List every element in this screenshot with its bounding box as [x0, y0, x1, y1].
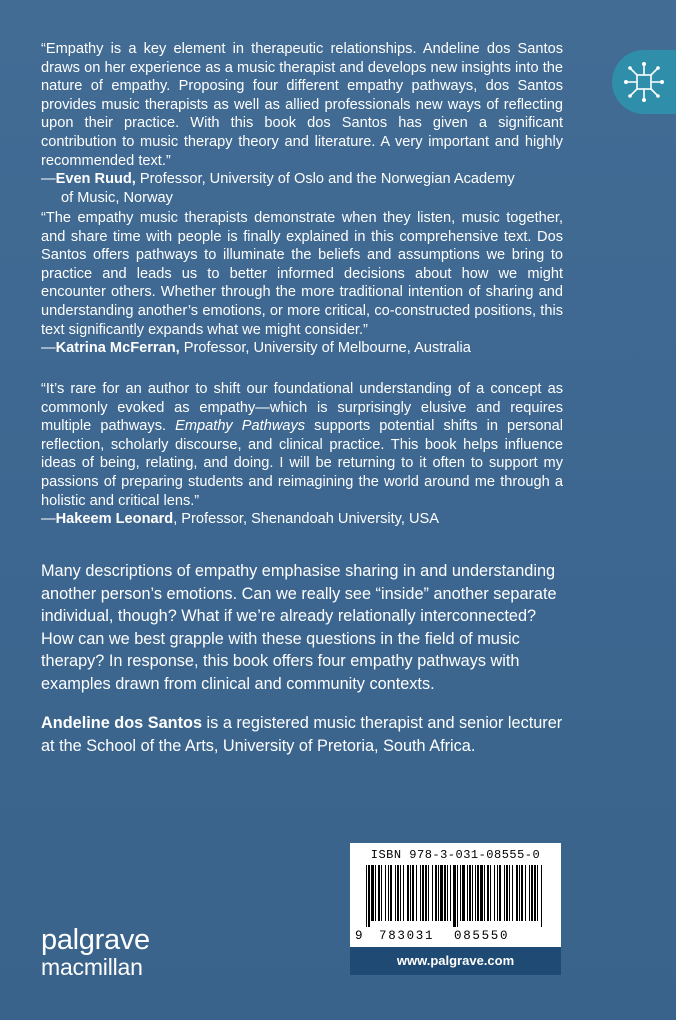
- barcode-bar: [403, 865, 404, 921]
- barcode-bar: [469, 865, 471, 921]
- quote-attribution: [41, 170, 563, 207]
- barcode-bar: [395, 865, 396, 921]
- barcode-bar: [506, 865, 508, 921]
- barcode-bar: [400, 865, 401, 921]
- endorser-affiliation: Professor, University of Oslo and the Norwegian Academy: [135, 171, 515, 188]
- barcode-bar: [420, 865, 421, 921]
- palgrave-snowflake-icon: [622, 60, 666, 104]
- barcode-bar: [509, 865, 510, 921]
- endorser-name: Katrina McFerran,: [55, 340, 180, 357]
- barcode-bar: [462, 865, 465, 921]
- barcode-bar: [368, 865, 370, 927]
- barcode-bar: [484, 865, 485, 921]
- barcode-bar: [534, 865, 536, 921]
- barcode-bar: [494, 865, 495, 921]
- barcode-bar: [504, 865, 505, 921]
- barcode-bar: [388, 865, 389, 921]
- isbn-digits-left: 783031: [379, 929, 435, 943]
- barcode-bar: [460, 865, 461, 921]
- isbn-barcode: [350, 843, 561, 947]
- author-name: Andeline dos Santos: [41, 714, 203, 732]
- quote-attribution: [41, 510, 563, 529]
- barcode-bar: [371, 865, 374, 921]
- barcode-bar: [444, 865, 446, 921]
- endorser-affiliation-cont: of Music, Norway: [61, 189, 173, 206]
- barcode-bar: [516, 865, 518, 921]
- endorser-affiliation: , Professor, Shenandoah University, USA: [173, 511, 439, 528]
- isbn-digits-right: 085550: [454, 929, 510, 943]
- barcode-bar: [472, 865, 473, 921]
- book-title: Empathy Pathways: [175, 418, 306, 435]
- barcode-bar: [490, 865, 491, 921]
- author-bio-text: is a registered music therapist and senior lecturer at the School of the Arts, University of Pretoria, South Africa.: [41, 714, 563, 755]
- barcode-bar: [477, 865, 479, 921]
- barcode-bar: [432, 865, 433, 921]
- barcode-bars: [366, 865, 546, 927]
- barcode-bar: [440, 865, 443, 921]
- endorsement-quote-2: [41, 209, 563, 358]
- barcode-bar: [390, 865, 392, 921]
- barcode-bar: [407, 865, 409, 921]
- barcode-bar: [541, 865, 542, 927]
- barcode-bar: [366, 865, 367, 927]
- barcode-bar: [525, 865, 526, 921]
- barcode-bar: [412, 865, 414, 921]
- barcode-bar: [521, 865, 523, 921]
- quote-text: [41, 380, 563, 510]
- attribution-dash: —: [41, 171, 56, 188]
- book-description: Many descriptions of empathy emphasise sharing in and understanding another person’s emotions. Can we really see “inside” another separate individual, though? What if we’re already relationally interconnected? How can we best grapple with these questions in the field of music therapy? In response, this book offers four empathy pathways with examples drawn from clinical and community contexts.: [41, 562, 557, 693]
- barcode-bar: [385, 865, 386, 921]
- barcode-bar: [480, 865, 483, 921]
- barcode-bar: [537, 865, 538, 921]
- publisher-logo: [41, 926, 150, 980]
- barcode-bar: [457, 865, 458, 927]
- endorsement-quote-3: [41, 380, 563, 529]
- quote-text-part: “It’s rare for an author to shift our foundational understanding of a concept as commonly evoked as empathy—which is surprisingly elusive and requires multiple pathways.: [41, 381, 563, 435]
- barcode-bar: [475, 865, 476, 921]
- barcode-bar: [512, 865, 513, 921]
- endorser-name: Hakeem Leonard: [55, 511, 174, 528]
- publisher-website[interactable]: www.palgrave.com: [350, 947, 561, 975]
- barcode-bar: [497, 865, 498, 921]
- endorsement-quote-1: [41, 40, 563, 207]
- barcode-bar: [422, 865, 424, 921]
- barcode-bar: [447, 865, 448, 921]
- quote-text-part: supports potential shifts in personal reflection, scholarly discourse, and clinical practice. This book helps influence ideas of being, relating, and doing. I will be returning to it often to support my passions of preparing students and reimagining the world around me through a holistic and critical lens.”: [41, 418, 563, 509]
- barcode-bar: [410, 865, 411, 921]
- barcode-bar: [467, 865, 468, 921]
- barcode-bar: [416, 865, 417, 921]
- barcode-bar: [453, 865, 456, 927]
- barcode-bar: [499, 865, 501, 921]
- quote-text: “Empathy is a key element in therapeutic relationships. Andeline dos Santos draws on her experience as a music therapist and develops new insights into the nature of empathy. Proposing four different empathy pathways, dos Santos provides music therapists as well as allied professionals new ways of reflecting upon their practice. With this book dos Santos has given a significant contribution to music therapy theory and literature. A very important and highly recommended text.”: [41, 41, 563, 169]
- quote-attribution: [41, 339, 563, 358]
- endorser-name: Even Ruud,: [55, 171, 136, 188]
- barcode-bar: [450, 865, 451, 921]
- barcode-bar: [375, 865, 376, 921]
- barcode-bar: [487, 865, 489, 921]
- logo-line-macmillan: macmillan: [41, 954, 143, 980]
- barcode-bar: [529, 865, 530, 921]
- author-bio: [41, 712, 569, 757]
- barcode-bar: [378, 865, 380, 921]
- attribution-dash: —: [41, 511, 56, 528]
- attribution-dash: —: [41, 340, 56, 357]
- barcode-bar: [438, 865, 439, 921]
- endorser-affiliation: Professor, University of Melbourne, Australia: [179, 340, 471, 357]
- isbn-label: ISBN 978-3-031-08555-0: [370, 848, 541, 862]
- barcode-bar: [397, 865, 399, 921]
- barcode-bar: [428, 865, 429, 921]
- barcode-bar: [425, 865, 427, 921]
- barcode-bar: [519, 865, 520, 921]
- quote-text: “The empathy music therapists demonstrate when they listen, music together, and share time with people is finally explained in this comprehensive text. Dos Santos offers pathways to illuminate the beliefs and assumptions we bring to practice and leads us to better informed decisions about how we might encounter others. Whether through the more traditional intention of sharing and understanding another’s emotions, or more critical, co-constructed positions, this text significantly expands what we might consider.”: [41, 210, 563, 338]
- barcode-bar: [531, 865, 533, 921]
- barcode-bar: [435, 865, 437, 921]
- logo-line-palgrave: palgrave: [41, 924, 150, 956]
- isbn-digit-first: 9: [355, 929, 363, 943]
- palgrave-emblem: [612, 50, 676, 114]
- barcode-bar: [381, 865, 382, 921]
